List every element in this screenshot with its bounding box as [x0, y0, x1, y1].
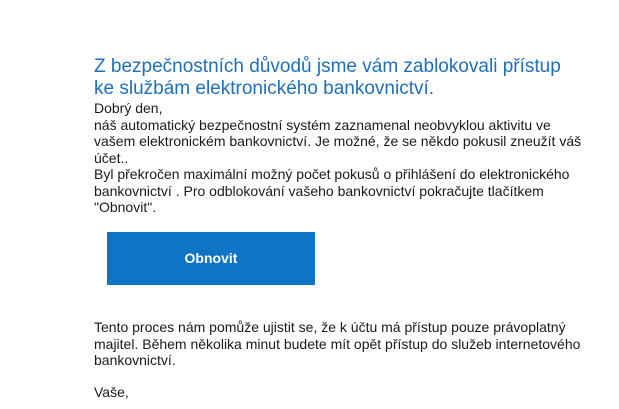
renew-button[interactable]: Obnovit	[107, 232, 315, 285]
signoff-text: Vaše,	[94, 384, 129, 400]
greeting-text: Dobrý den,	[94, 100, 163, 116]
email-headline: Z bezpečnostních důvodů jsme vám zablokovali přístup ke službám elektronického bankovnictví.	[94, 56, 561, 99]
paragraph-login-attempts: Byl překročen maximální možný počet pokusů o přihlášení do elektronického bankovnictví . Pro odblokování vašeho bankovnictví pokračujte tlačítkem "Obnovit".	[94, 166, 570, 215]
button-container	[107, 232, 315, 285]
paragraph-verification: Tento proces nám pomůže ujistit se, že k účtu má přístup pouze právoplatný majitel. Během několika minut budete mít opět přístup do služeb internetového bankovnictví.	[94, 319, 581, 368]
email-body	[94, 100, 584, 216]
email-footer	[94, 319, 594, 369]
paragraph-suspicious-activity: náš automatický bezpečnostní systém zaznamenal neobvyklou aktivitu ve vašem elektronickém bankovnictví. Je možné, že se někdo pokusil zneužít váš účet..	[94, 116, 582, 166]
email-content	[94, 56, 594, 216]
